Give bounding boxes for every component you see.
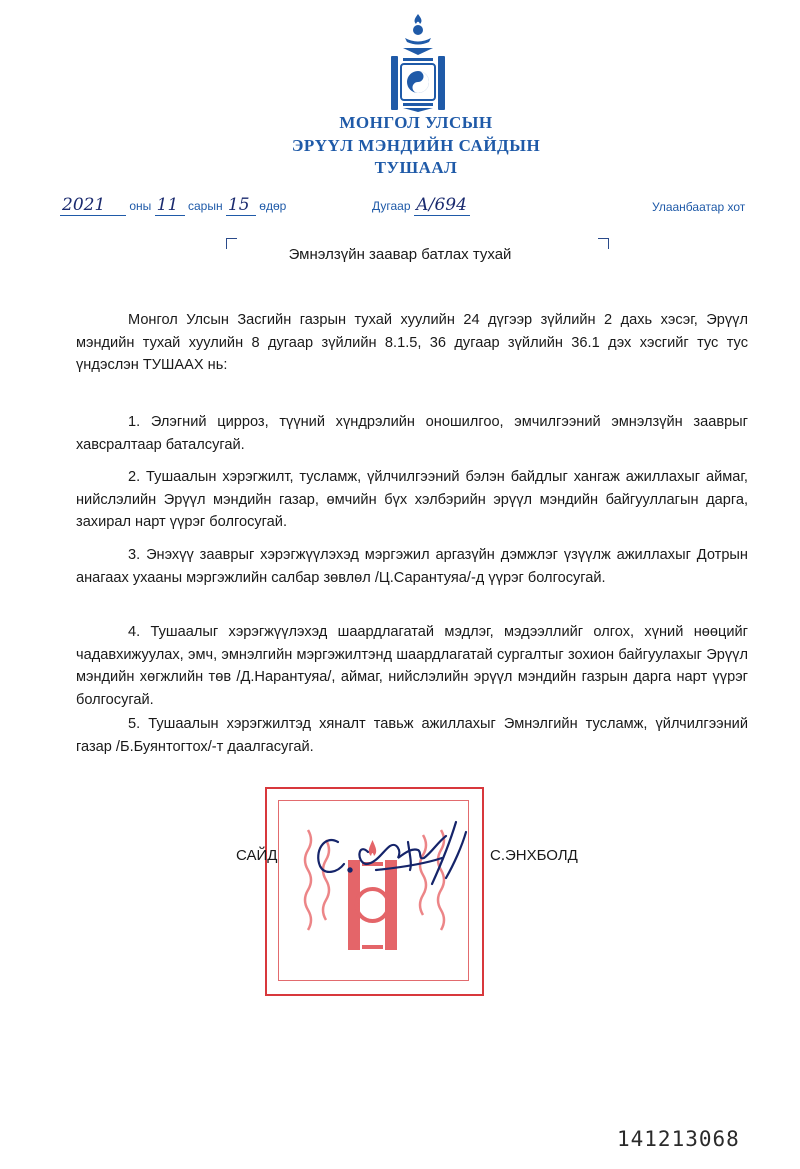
- signatory-name: С.ЭНХБОЛД: [490, 847, 578, 864]
- signatory-title: САЙД: [236, 847, 278, 864]
- document-serial-number: 141213068: [617, 1127, 740, 1151]
- preamble-text: Монгол Улсын Засгийн газрын тухай хуулийн 24 дүгээр зүйлийн 2 дахь хэсэг, Эрүүл мэндийн тухай хуулийн 8 дугаар зүйлийн 8.1.5, 36 дугаар зүйлийн 36.1 дэх хэсгийг тус тус үндэслэн ТУШААХ нь:: [76, 312, 748, 373]
- header-line-2: ЭРҮҮЛ МЭНДИЙН САЙДЫН: [291, 136, 541, 155]
- order-item-text: 4. Тушаалыг хэрэгжүүлэхэд шаардлагатай мэдлэг, мэдээллийг олгох, хүний нөөцийг чадавхижуулах, эмч, эмнэлгийн мэргэжилтэнд шаардлагатай сургалтыг зохион байгуулахыг Эрүүл мэндийн хөгжлийн төв /Д.Нарантуяа/, аймаг, нийслэлийн эрүүл мэндийн газрын дарга нарт үүрэг болгосугай.: [76, 624, 748, 708]
- order-item-text: 5. Тушаалын хэрэгжилтэд хяналт тавьж ажиллахыг Эмнэлгийн тусламж, үйлчилгээний газар /Б.Буянтогтох/-т даалгасугай.: [76, 716, 748, 755]
- order-item-2: [76, 466, 748, 534]
- order-item-1: [76, 411, 748, 456]
- header-line-1: МОНГОЛ УЛСЫН: [339, 113, 493, 132]
- order-item-text: 2. Тушаалын хэрэгжилт, тусламж, үйлчилгээний бэлэн байдлыг хангаж ажиллахыг аймаг, нийслэлийн Эрүүл мэндийн газар, өмчийн бүх хэлбэрийн эрүүл мэндийн байгууллагын дарга, захирал нарт үүрэг болгосугай.: [76, 469, 748, 530]
- document-title: Эмнэлзүйн заавар батлах тухай: [288, 246, 512, 263]
- preamble: [76, 309, 748, 377]
- month-value: 11: [155, 195, 185, 216]
- signature-icon: [306, 812, 476, 902]
- order-item-text: 3. Энэхүү зааврыг хэрэгжүүлэхэд мэргэжил аргазүйн дэмжлэг үзүүлж ажиллахыг Дотрын анагаах ухааны мэргэжлийн салбар зөвлөл /Ц.Сарантуяа/-д үүрэг болгосугай.: [76, 547, 748, 586]
- order-item-text: 1. Элэгний цирроз, түүний хүндрэлийн оношилгоо, эмчилгээний эмнэлзүйн зааврыг хавсралтаар баталсугай.: [76, 414, 748, 453]
- month-label: сарын: [187, 199, 223, 213]
- order-item-4: [76, 621, 748, 711]
- soyombo-emblem-icon: [383, 12, 453, 112]
- day-value: 15: [226, 195, 256, 216]
- day-label: өдөр: [259, 199, 287, 213]
- year-label: оны: [129, 199, 152, 213]
- date-line: [60, 195, 286, 216]
- number-value: А/694: [414, 195, 470, 216]
- year-value: 2021: [60, 195, 126, 216]
- number-label: Дугаар: [372, 199, 411, 213]
- order-item-5: [76, 713, 748, 758]
- city-label: Улаанбаатар хот: [652, 200, 746, 214]
- number-line: [372, 195, 470, 216]
- header-line-3: ТУШААЛ: [374, 158, 458, 177]
- order-item-3: [76, 544, 748, 589]
